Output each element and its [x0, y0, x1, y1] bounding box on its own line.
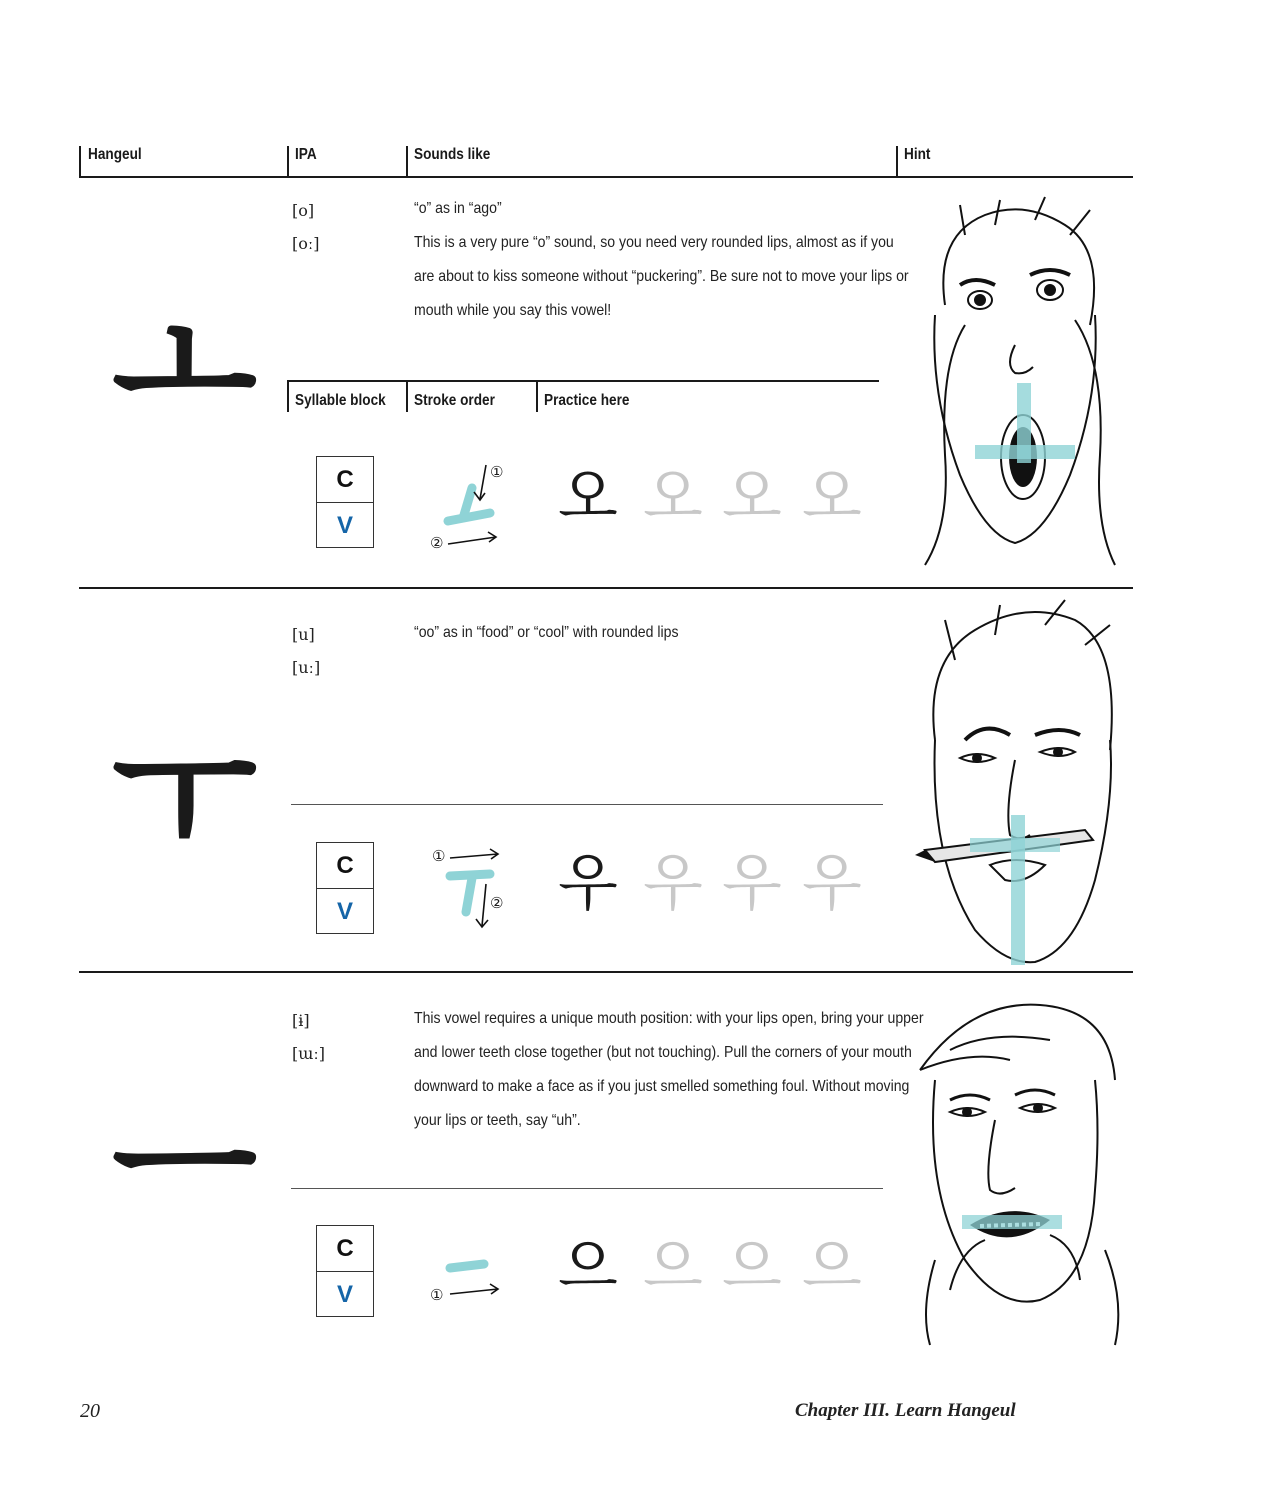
row-2-separator [291, 804, 883, 805]
ipa-o [292, 194, 320, 260]
stroke-o-vertical [464, 488, 472, 515]
ipa-u-short: [u] [292, 625, 315, 644]
desc-u-line-1: “oo” as in “food” or “cool” with rounded lips [414, 624, 679, 641]
hangeul-char-u: ㅜ [112, 712, 257, 886]
stroke-o-horizontal [448, 513, 490, 521]
desc-o-line-3: are about to kiss someone without “puckering”. Be sure not to move your lips or [414, 268, 909, 285]
practice-eu-1: 으 [558, 1230, 618, 1303]
header-rule [79, 176, 1133, 178]
desc-eu-line-2: and lower teeth close together (but not touching). Pull the corners of your mouth [414, 1044, 912, 1061]
ipa-u [292, 618, 320, 684]
row-divider-1 [79, 587, 1133, 589]
description-eu [414, 1002, 924, 1138]
practice-o-3: 오 [722, 460, 782, 533]
block-consonant-label: C [317, 843, 373, 889]
page-number: 20 [80, 1400, 100, 1422]
chapter-title: Chapter III. Learn Hangeul [795, 1400, 1016, 1421]
header-bar-sounds [406, 146, 408, 178]
desc-o-line-2: This is a very pure “o” sound, so you need very rounded lips, almost as if you [414, 234, 894, 251]
stroke-o-arrow-2 [448, 532, 496, 544]
stroke-u-mark-2: ② [490, 895, 504, 912]
practice-o-4: 오 [802, 460, 862, 533]
stroke-o-mark-2: ② [430, 535, 444, 552]
stroke-eu-mark-1: ① [430, 1287, 444, 1304]
subheader-syllable-block: Syllable block [295, 392, 386, 409]
hangeul-char-o: ㅗ [112, 278, 257, 452]
syllable-block-o [316, 456, 374, 548]
practice-u-4: 우 [802, 846, 862, 919]
stroke-u-mark-1: ① [432, 848, 446, 865]
ipa-eu [292, 1004, 325, 1070]
header-bar-hint [896, 146, 898, 178]
syllable-block-u [316, 842, 374, 934]
stroke-eu-horizontal [450, 1264, 484, 1268]
header-bar-hangeul [79, 146, 81, 178]
header-ipa: IPA [295, 146, 317, 163]
stroke-u-arrow-1 [450, 849, 498, 859]
practice-u-2: 우 [643, 846, 703, 919]
ipa-o-long: [oː] [292, 234, 320, 253]
header-hint: Hint [904, 146, 931, 163]
description-u [414, 616, 845, 650]
subheader-bar-2 [406, 380, 408, 412]
description-o [414, 192, 909, 328]
desc-o-line-1: “o” as in “ago” [414, 200, 502, 217]
ipa-u-long: [uː] [292, 658, 321, 677]
practice-u-3: 우 [722, 846, 782, 919]
stroke-o-mark-1: ① [490, 464, 504, 481]
subheader-stroke-order: Stroke order [414, 392, 495, 409]
practice-u-1: 우 [558, 846, 618, 919]
ipa-eu-long: [ɯː] [292, 1044, 326, 1063]
hangeul-char-eu: ㅡ [112, 1083, 257, 1257]
ipa-o-short: [o] [292, 201, 315, 220]
subheader-practice-here: Practice here [544, 392, 630, 409]
stroke-u-arrow-2 [476, 884, 488, 927]
subheader-rule [287, 380, 879, 382]
row-divider-2 [79, 971, 1133, 973]
subheader-bar-1 [287, 380, 289, 412]
practice-o-1: 오 [558, 460, 618, 533]
practice-eu-3: 으 [722, 1230, 782, 1303]
hint-illustration-u [915, 600, 1130, 970]
block-vowel-label: V [336, 1281, 353, 1308]
desc-eu-line-4: your lips or teeth, say “uh”. [414, 1112, 581, 1129]
block-vowel-label: V [336, 898, 353, 925]
subheader-bar-3 [536, 380, 538, 412]
header-bar-ipa [287, 146, 289, 178]
hint-illustration-eu [910, 990, 1130, 1350]
block-consonant-label: C [317, 457, 373, 503]
desc-eu-line-3: downward to make a face as if you just smelled something foul. Without moving [414, 1078, 910, 1095]
stroke-u-vertical [466, 878, 472, 912]
stroke-eu-arrow-1 [450, 1284, 498, 1294]
practice-eu-2: 으 [643, 1230, 703, 1303]
row-3-separator [291, 1188, 883, 1189]
syllable-block-eu [316, 1225, 374, 1317]
block-consonant-label: C [317, 1226, 373, 1272]
stroke-o-arrow-1 [474, 465, 486, 500]
desc-o-line-4: mouth while you say this vowel! [414, 302, 612, 319]
practice-o-2: 오 [643, 460, 703, 533]
practice-eu-4: 으 [802, 1230, 862, 1303]
block-vowel-label: V [336, 512, 353, 539]
header-sounds-like: Sounds like [414, 146, 491, 163]
header-hangeul: Hangeul [88, 146, 142, 163]
ipa-eu-short: [ɨ] [292, 1011, 310, 1030]
hint-illustration-o [905, 195, 1130, 570]
desc-eu-line-1: This vowel requires a unique mouth position: with your lips open, bring your upper [414, 1010, 924, 1027]
